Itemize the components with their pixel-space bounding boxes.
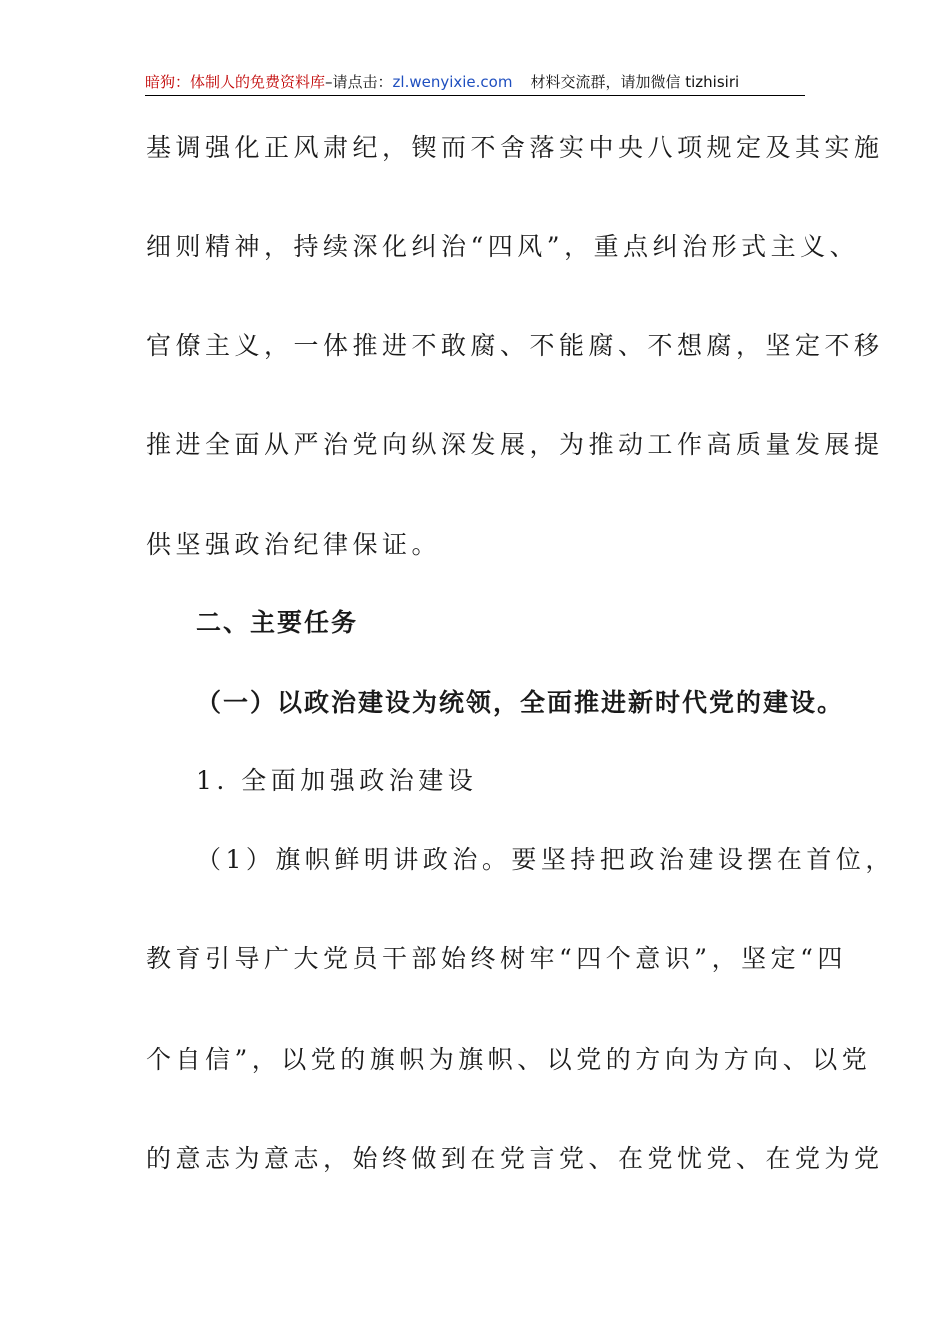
para1-line-5: 供坚强政治纪律保证。 xyxy=(146,530,442,559)
para2-line-1: （1）旗帜鲜明讲政治。要坚持把政治建设摆在首位， xyxy=(196,845,895,874)
para1-line-3: 官僚主义，一体推进不敢腐、不能腐、不想腐，坚定不移 xyxy=(146,331,884,360)
header-site-name: 暗狗：体制人的免费资料库 xyxy=(145,73,326,91)
header-group-info: 材料交流群，请加微信 tizhisiri xyxy=(530,73,740,91)
header-divider xyxy=(145,95,805,96)
para1-line-2: 细则精神，持续深化纠治“四风”，重点纠治形式主义、 xyxy=(146,232,860,261)
header-click-prompt: –请点击： xyxy=(325,73,393,91)
page-header xyxy=(145,70,805,94)
para2-line-3: 个自信”，以党的旗帜为旗帜、以党的方向为方向、以党 xyxy=(146,1045,872,1074)
para2-line-4: 的意志为意志，始终做到在党言党、在党忧党、在党为党 xyxy=(146,1144,884,1173)
section-heading: 二、主要任务 xyxy=(196,608,359,637)
para2-line-2: 教育引导广大党员干部始终树牢“四个意识”，坚定“四 xyxy=(146,944,847,973)
para1-line-4: 推进全面从严治党向纵深发展，为推动工作高质量发展提 xyxy=(146,430,884,459)
header-url-link[interactable]: zl.wenyixie.com xyxy=(392,73,513,91)
item-heading: 1. 全面加强政治建设 xyxy=(196,766,478,795)
subsection-heading: （一）以政治建设为统领，全面推进新时代党的建设。 xyxy=(196,688,845,717)
para1-line-1: 基调强化正风肃纪，锲而不舍落实中央八项规定及其实施 xyxy=(146,133,884,162)
